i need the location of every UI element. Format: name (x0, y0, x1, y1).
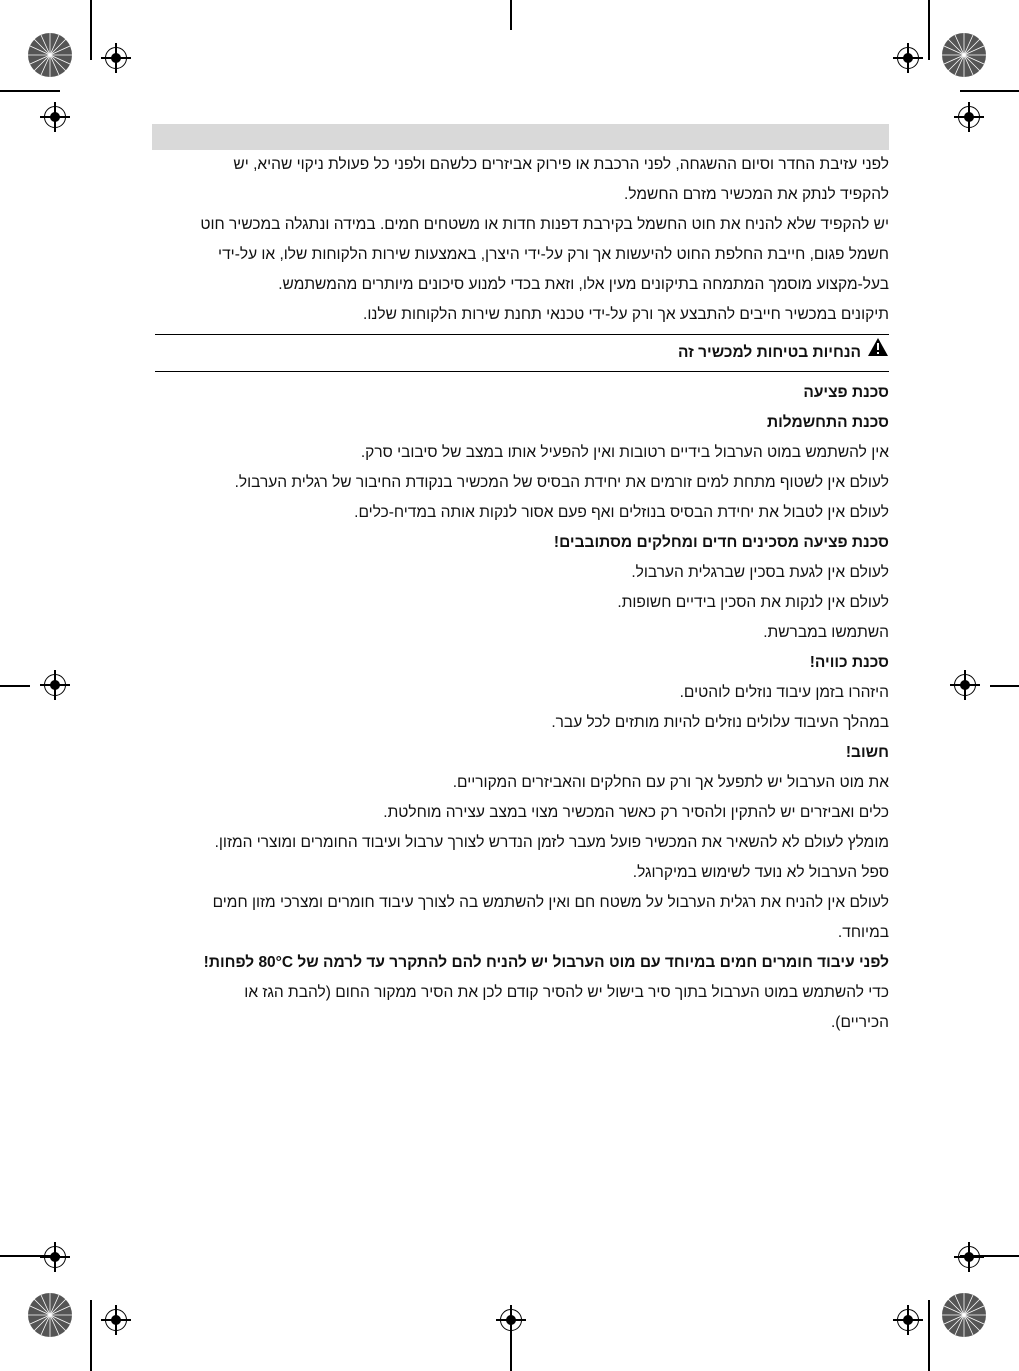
text-line: יש להקפיד שלא להניח את חוט החשמל בקירבת דפנות חדות או משטחים חמים. במידה ונתגלה במכשיר חוט (200, 216, 889, 233)
text-line: כלים ואביזרים יש להתקין ולהסיר רק כאשר המכשיר מצוי במצב עצירה מוחלטת. (383, 804, 889, 821)
text-line: תיקונים במכשיר חייבים להתבצע אך ורק על-ידי טכנאי תחנת שירות הלקוחות שלנו. (363, 306, 889, 323)
crop-mark (928, 0, 930, 60)
text-line: במיוחד. (837, 924, 889, 941)
text-line: מומלץ לעולם לא להשאיר את המכשיר פועל מעבר לזמן הנדרש לצורך ערבול ועיבוד החומרים ומוצרי המזון. (214, 834, 889, 851)
text-line: היזהרו בזמן עיבוד נוזלים לוהטים. (679, 684, 889, 701)
text-line: השתמשו במברשת. (763, 624, 889, 641)
registration-mark (954, 1242, 984, 1272)
color-target-rosette (27, 32, 73, 78)
crop-mark (960, 90, 1019, 92)
warning-triangle-icon (867, 335, 889, 371)
warning-title: הנחיות בטיחות למכשיר זה (677, 344, 861, 362)
section-heading: סכנת פציעה מסכינים חדים ומחלקים מסתובבים! (553, 534, 889, 551)
section-heading: סכנת פציעה (803, 384, 889, 401)
color-target-rosette (27, 1292, 73, 1338)
color-target-rosette (941, 1292, 987, 1338)
text-line: לעולם אין לגעת בסכין שברגלית הערבול. (631, 564, 889, 581)
document-content (155, 150, 889, 1038)
text-line: לפני עזיבת החדר וסיום ההשגחה, לפני הרכבת או פירוק אביזרים כלשהם ולפני כל פעולת ניקוי שהיא, יש (233, 156, 889, 173)
registration-mark (40, 102, 70, 132)
registration-mark (101, 1305, 131, 1335)
crop-mark (0, 90, 60, 92)
registration-mark (101, 43, 131, 73)
safety-warning-heading (155, 334, 889, 372)
crop-mark (90, 0, 92, 60)
text-line: בעל-מקצוע מוסמך המתמחה בתיקונים מעין אלו, וזאת בכדי למנוע סיכונים מיותרים מהמשתמש. (278, 276, 889, 293)
registration-mark (893, 43, 923, 73)
crop-mark (90, 1300, 92, 1371)
crop-mark (510, 0, 512, 30)
crop-mark (990, 685, 1019, 687)
safety-instructions (155, 378, 889, 1038)
section-heading: סכנת כוויה! (809, 654, 889, 671)
text-line: אין להשתמש במוט הערבול בידיים רטובות ואין להפעיל אותו במצב של סיבובי סרק. (360, 444, 889, 461)
text-line: את מוט הערבול יש לתפעל אך ורק עם החלקים והאביזרים המקוריים. (452, 774, 889, 791)
crop-mark (928, 1300, 930, 1371)
text-line: להקפיד לנתק את המכשיר מזרם החשמל. (624, 186, 889, 203)
registration-mark (954, 102, 984, 132)
text-line: כדי להשתמש במוט הערבול בתוך סיר בישול יש להסיר קודם לכן את הסיר ממקור החום (להבת הגז או (244, 984, 889, 1001)
registration-mark (893, 1305, 923, 1335)
text-line: במהלך העיבוד עלולים נוזלים להיות מותזים לכל עבר. (551, 714, 889, 731)
text-line: לעולם אין לטבול את יחידת הבסיס בנוזלים ואף פעם אסור לנקות אותה במדיח-כלים. (354, 504, 889, 521)
registration-mark (40, 670, 70, 700)
color-target-rosette (941, 32, 987, 78)
intro-paragraphs (155, 150, 889, 330)
text-line: הכיריים). (831, 1014, 889, 1031)
text-line: לעולם אין להניח את רגלית הערבול על משטח חם ואין להשתמש בה לצורך עיבוד חומרים ומצרכי מזון חמים (212, 894, 889, 911)
registration-mark (40, 1242, 70, 1272)
text-line: לעולם אין לשטוף מתחת למים זורמים את יחידת הבסיס של המכשיר בנקודת החיבור של רגלית הערבול. (234, 474, 889, 491)
section-heading: לפני עיבוד חומרים חמים במיוחד עם מוט הערבול יש להניח להם להתקרר עד לרמה של 80°C לפחות! (203, 954, 889, 971)
crop-mark (0, 685, 30, 687)
section-header-bar (152, 124, 889, 150)
text-line: לעולם אין לנקות את הסכין בידיים חשופות. (617, 594, 889, 611)
text-line: ספל הערבול לא נועד לשימוש במיקרוגל. (632, 864, 889, 881)
registration-mark (496, 1305, 526, 1335)
section-heading: סכנת התחשמלות (766, 414, 889, 431)
registration-mark (950, 670, 980, 700)
text-line: חשמל פגום, חייבת החלפת החוט להיעשות אך ורק על-ידי היצרן, באמצעות שירות הלקוחות שלו, או על-ידי (218, 246, 889, 263)
section-heading: חשוב! (845, 744, 889, 761)
